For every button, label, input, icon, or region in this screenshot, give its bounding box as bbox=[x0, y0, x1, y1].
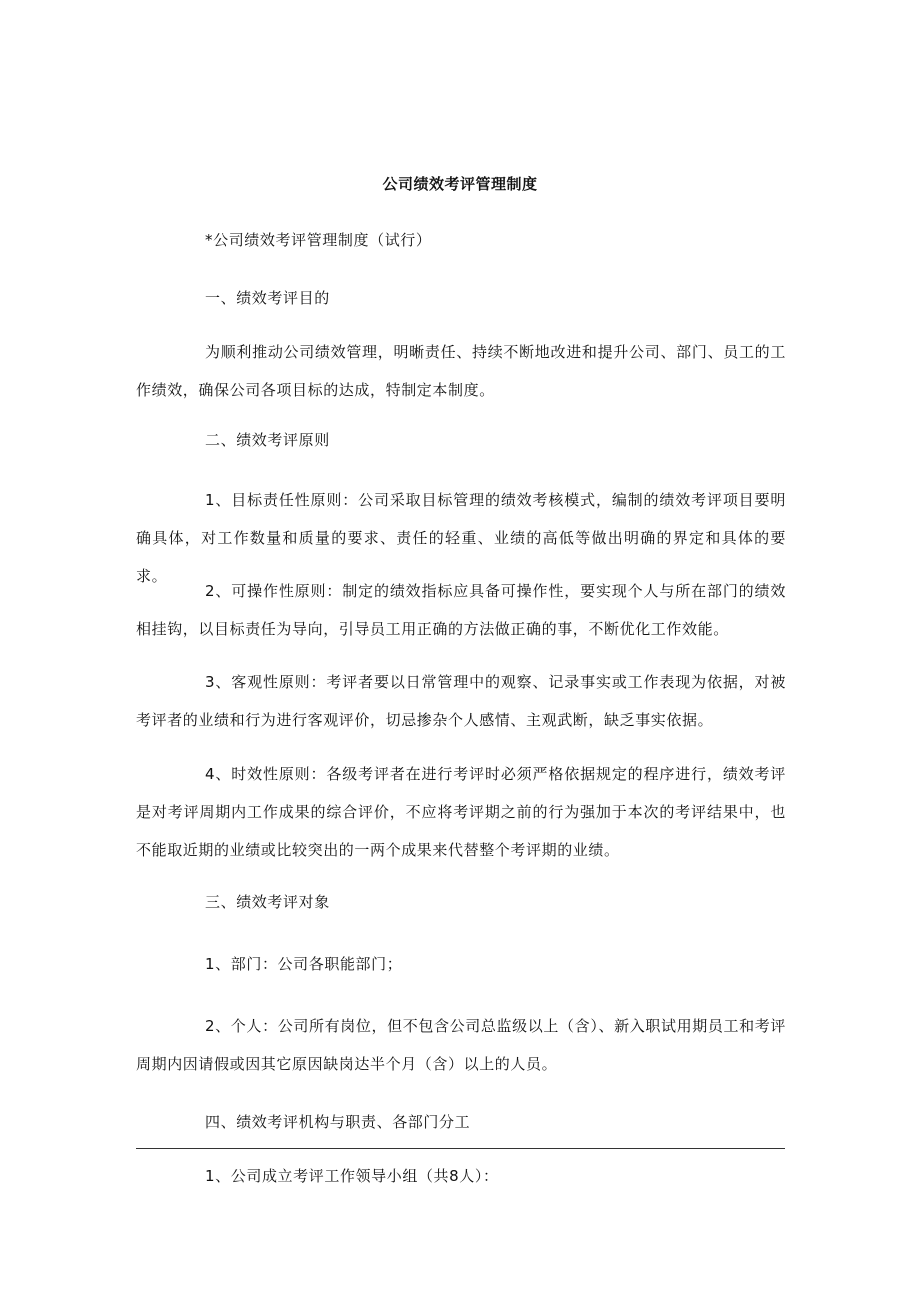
section-heading-purpose: 一、绩效考评目的 bbox=[205, 289, 330, 307]
divider-line bbox=[136, 1148, 785, 1149]
document-subtitle: *公司绩效考评管理制度（试行） bbox=[205, 231, 432, 249]
principle-paragraph-3: 3、客观性原则：考评者要以日常管理中的观察、记录事实或工作表现为依据，对被考评者的业绩和行为进行客观评价，切忌掺杂个人感情、主观武断，缺乏事实依据。 bbox=[136, 673, 786, 729]
purpose-paragraph: 为顺利推动公司绩效管理，明晰责任、持续不断地改进和提升公司、部门、员工的工作绩效，确保公司各项目标的达成，特制定本制度。 bbox=[136, 343, 786, 399]
organization-item-1: 1、公司成立考评工作领导小组（共8人）： bbox=[205, 1167, 499, 1185]
principle-paragraph-4: 4、时效性原则：各级考评者在进行考评时必须严格依据规定的程序进行，绩效考评是对考评周期内工作成果的综合评价，不应将考评期之前的行为强加于本次的考评结果中，也不能取近期的业绩或比较突出的一两个成果来代替整个考评期的业绩。 bbox=[136, 765, 786, 859]
object-paragraph-2: 2、个人：公司所有岗位，但不包含公司总监级以上（含）、新入职试用期员工和考评周期内因请假或因其它原因缺岗达半个月（含）以上的人员。 bbox=[136, 1017, 786, 1073]
section-heading-objects: 三、绩效考评对象 bbox=[205, 893, 330, 911]
section-heading-principles: 二、绩效考评原则 bbox=[205, 431, 330, 449]
object-item-1: 1、部门：公司各职能部门； bbox=[205, 955, 403, 973]
section-heading-organization: 四、绩效考评机构与职责、各部门分工 bbox=[205, 1113, 471, 1131]
principle-paragraph-1: 1、目标责任性原则：公司采取目标管理的绩效考核模式，编制的绩效考评项目要明确具体，对工作数量和质量的要求、责任的轻重、业绩的高低等做出明确的界定和具体的要求。 bbox=[136, 491, 786, 585]
document-title: 公司绩效考评管理制度 bbox=[382, 175, 538, 193]
principle-paragraph-2: 2、可操作性原则：制定的绩效指标应具备可操作性，要实现个人与所在部门的绩效相挂钩，以目标责任为导向，引导员工用正确的方法做正确的事，不断优化工作效能。 bbox=[136, 582, 786, 638]
